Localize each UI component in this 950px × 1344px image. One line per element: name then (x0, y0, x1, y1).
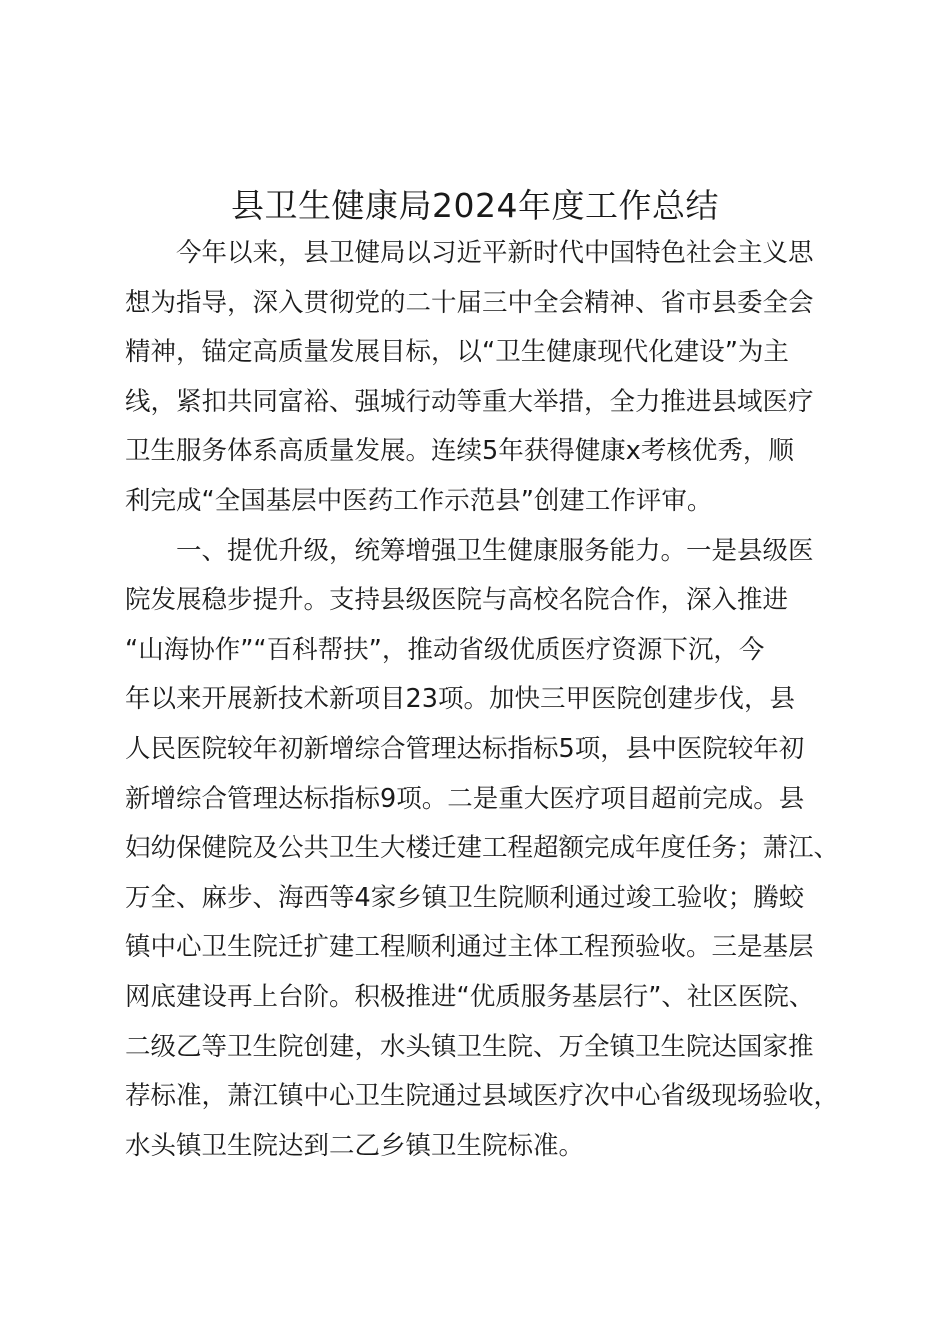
text-line: 镇中心卫生院迁扩建工程顺利通过主体工程预验收。三是基层 (125, 932, 814, 963)
text-line: 人民医院较年初新增综合管理达标指标5项，县中医院较年初 (125, 733, 805, 764)
text-line: 新增综合管理达标指标9项。二是重大医疗项目超前完成。县 (125, 783, 805, 814)
text-line: 水头镇卫生院达到二乙乡镇卫生院标准。 (125, 1130, 585, 1161)
paragraph-section-1 (125, 527, 840, 1172)
paragraph-intro (125, 229, 835, 527)
text-line: 年以来开展新技术新项目23项。加快三甲医院创建步伐，县 (125, 684, 795, 715)
text-line: 利完成“全国基层中医药工作示范县”创建工作评审。 (125, 485, 713, 516)
text-line: 院发展稳步提升。支持县级医院与高校名院合作，深入推进 (125, 585, 789, 616)
text-line: 荐标准，萧江镇中心卫生院通过县域医疗次中心省级现场验收， (125, 1081, 840, 1112)
text-line: 网底建设再上台阶。积极推进“优质服务基层行”、社区医院、 (125, 981, 815, 1012)
text-line: 妇幼保健院及公共卫生大楼迁建工程超额完成年度任务；萧江、 (125, 833, 840, 864)
text-line: 今年以来，县卫健局以习近平新时代中国特色社会主义思 (176, 238, 814, 268)
text-line: 一、提优升级，统筹增强卫生健康服务能力。一是县级医 (176, 535, 814, 566)
text-line: 卫生服务体系高质量发展。连续5年获得健康x考核优秀，顺 (125, 436, 794, 467)
text-line: “山海协作”“百科帮扶”，推动省级优质医疗资源下沉，今 (125, 634, 765, 665)
document-body (125, 229, 840, 1171)
text-line: 万全、麻步、海西等4家乡镇卫生院顺利通过竣工验收；腾蛟 (125, 882, 805, 913)
text-line: 精神，锚定高质量发展目标，以“卫生健康现代化建设”为主 (125, 337, 789, 368)
text-line: 想为指导，深入贯彻党的二十届三中全会精神、省市县委全会 (125, 287, 814, 318)
document-title: 县卫生健康局2024年度工作总结 (231, 186, 719, 225)
text-line: 二级乙等卫生院创建，水头镇卫生院、万全镇卫生院达国家推 (125, 1031, 814, 1062)
text-line: 线，紧扣共同富裕、强城行动等重大举措，全力推进县域医疗 (125, 386, 814, 417)
